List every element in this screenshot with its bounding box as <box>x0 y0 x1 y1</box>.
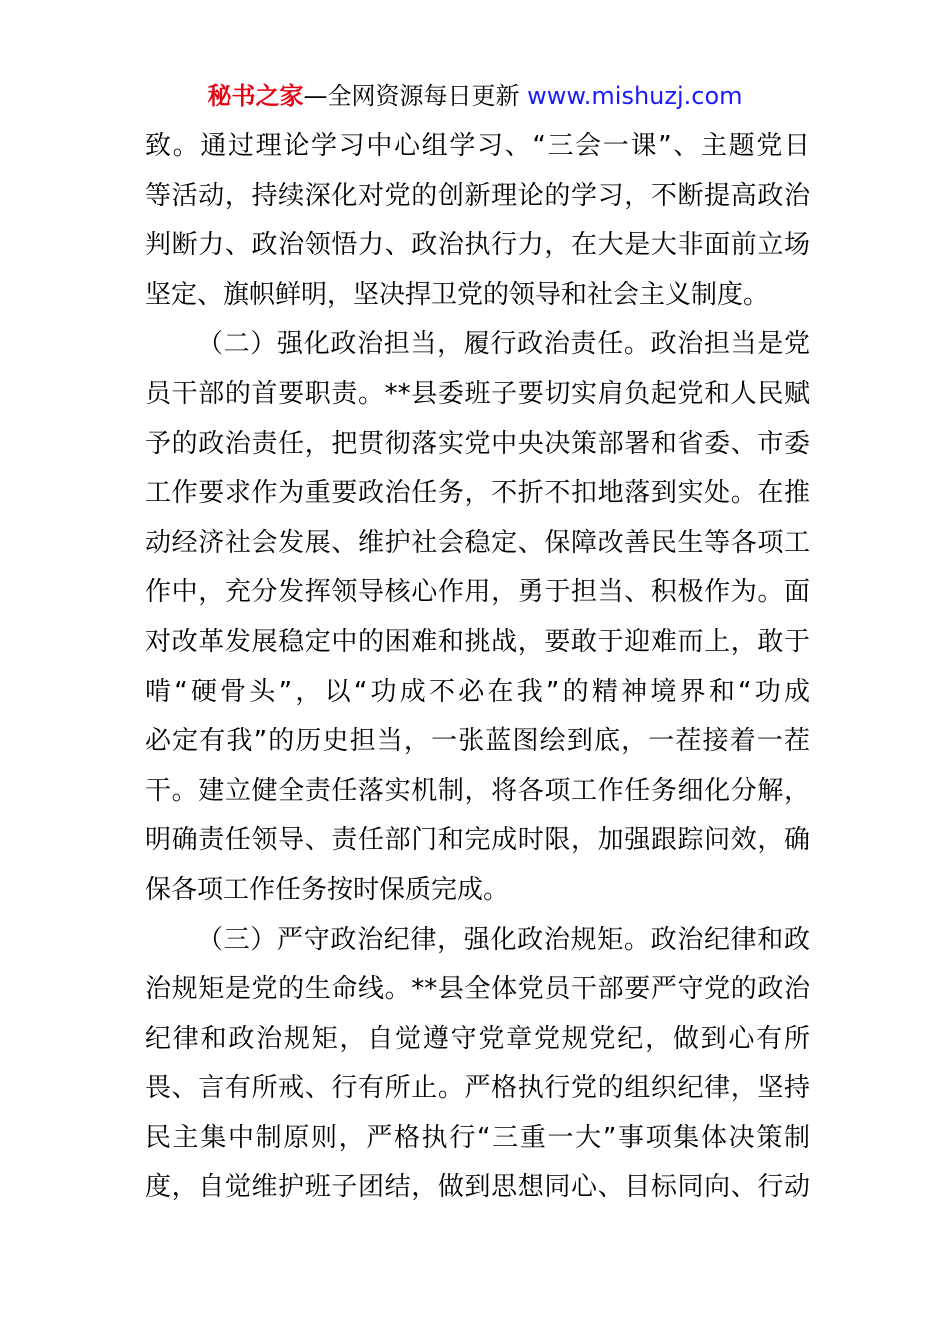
site-header <box>0 80 950 112</box>
text-line: 作中，充分发挥领导核心作用，勇于担当、积极作为。面 <box>145 577 810 608</box>
text-line: 致。通过理论学习中心组学习、“三会一课”、主题党日 <box>145 131 810 161</box>
text-line: 度，自觉维护班子团结，做到思想同心、目标同向、行动 <box>145 1172 810 1203</box>
section-heading-line: （三）严守政治纪律，强化政治规矩。政治纪律和政 <box>197 924 810 955</box>
text-line: 必定有我”的历史担当，一张蓝图绘到底，一茬接着一茬 <box>145 726 810 757</box>
text-line: 纪律和政治规矩，自觉遵守党章党规党纪，做到心有所 <box>145 1023 810 1054</box>
text-line: 干。建立健全责任落实机制，将各项工作任务细化分解， <box>145 775 810 806</box>
site-tagline: —全网资源每日更新 <box>303 82 520 110</box>
site-url[interactable]: www.mishuzj.com <box>527 82 743 110</box>
text-line: 畏、言有所戒、行有所止。严格执行党的组织纪律，坚持 <box>145 1073 810 1104</box>
text-line: 民主集中制原则，严格执行“三重一大”事项集体决策制 <box>145 1122 810 1153</box>
text-line: 保各项工作任务按时保质完成。 <box>145 874 510 905</box>
text-line: 予的政治责任，把贯彻落实党中央决策部署和省委、市委 <box>145 428 810 459</box>
site-brand: 秘书之家 <box>207 82 304 110</box>
text-line: 等活动，持续深化对党的创新理论的学习，不断提高政治 <box>145 180 810 211</box>
text-line: 坚定、旗帜鲜明，坚决捍卫党的领导和社会主义制度。 <box>145 279 770 310</box>
text-line: 员干部的首要职责。**县委班子要切实肩负起党和人民赋 <box>145 378 810 409</box>
text-line: 动经济社会发展、维护社会稳定、保障改善民生等各项工 <box>145 527 810 558</box>
text-line: 明确责任领导、责任部门和完成时限，加强跟踪问效，确 <box>145 825 810 856</box>
text-line: 啃“硬骨头”，以“功成不必在我”的精神境界和“功成 <box>145 676 810 707</box>
section-heading-line: （二）强化政治担当，履行政治责任。政治担当是党 <box>197 329 810 360</box>
document-body <box>145 122 810 1213</box>
text-line: 对改革发展稳定中的困难和挑战，要敢于迎难而上，敢于 <box>145 626 810 657</box>
text-line: 治规矩是党的生命线。**县全体党员干部要严守党的政治 <box>145 974 810 1005</box>
text-line: 判断力、政治领悟力、政治执行力，在大是大非面前立场 <box>145 230 810 261</box>
text-line: 工作要求作为重要政治任务，不折不扣地落到实处。在推 <box>145 478 810 509</box>
